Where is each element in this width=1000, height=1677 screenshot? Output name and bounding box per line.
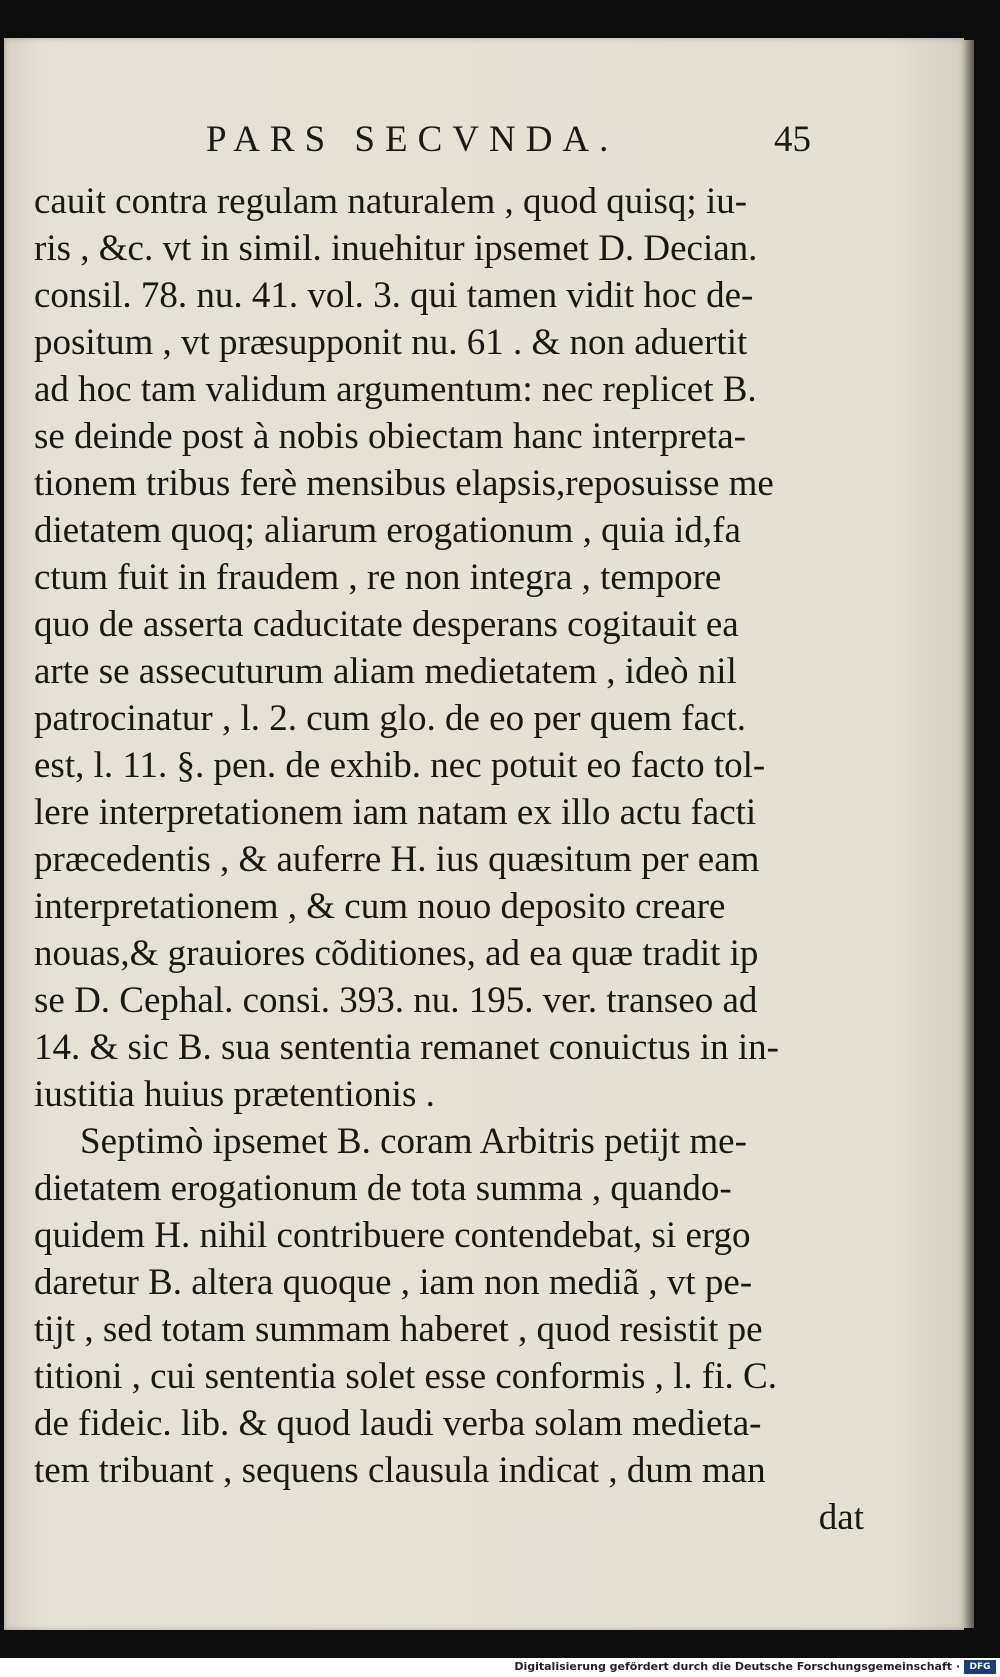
text-line: ad hoc tam validum argumentum: nec replicet B.: [34, 369, 757, 410]
text-line: patrocinatur , l. 2. cum glo. de eo per quem fact.: [34, 698, 746, 739]
text-line: ctum fuit in fraudem , re non integra , tempore: [34, 557, 722, 598]
text-line: tionem tribus ferè mensibus elapsis,reposuisse me: [34, 463, 774, 504]
paragraph-start-line: Septimò ipsemet B. coram Arbitris petijt me-: [80, 1121, 747, 1162]
text-line: quidem H. nihil contribuere contendebat, si ergo: [34, 1215, 751, 1256]
text-line: est, l. 11. §. pen. de exhib. nec potuit eo facto tol-: [34, 745, 766, 786]
text-line: 14. & sic B. sua sententia remanet conuictus in in-: [34, 1027, 779, 1068]
footer-credit: Digitalisierung gefördert durch die Deutsche Forschungsgemeinschaft ·: [514, 1660, 960, 1673]
text-line: se D. Cephal. consi. 393. nu. 195. ver. transeo ad: [34, 980, 758, 1021]
text-line: quo de asserta caducitate desperans cogitauit ea: [34, 604, 739, 645]
text-line: cauit contra regulam naturalem , quod quisq; iu-: [34, 181, 748, 222]
body-text: [34, 178, 864, 1541]
text-line: se deinde post à nobis obiectam hanc interpreta-: [34, 416, 746, 457]
text-line: positum , vt præsupponit nu. 61 . & non aduertit: [34, 322, 748, 363]
text-line: consil. 78. nu. 41. vol. 3. qui tamen vidit hoc de-: [34, 275, 754, 316]
dfg-logo: DFG: [964, 1660, 996, 1674]
text-line: tem tribuant , sequens clausula indicat , dum man: [34, 1450, 766, 1491]
page-edge-shadow: [964, 40, 974, 1628]
page-number: 45: [774, 119, 811, 160]
text-line: ris , &c. vt in simil. inuehitur ipsemet D. Decian.: [34, 228, 758, 269]
running-head-title: PARS SECVNDA.: [206, 119, 619, 160]
text-line: arte se assecuturum aliam medietatem , ideò nil: [34, 651, 737, 692]
text-line: iustitia huius prætentionis .: [34, 1074, 435, 1115]
text-line: nouas,& grauiores cõditiones, ad ea quæ tradit ip: [34, 933, 759, 974]
text-line: lere interpretationem iam natam ex illo actu facti: [34, 792, 757, 833]
book-page: [4, 38, 964, 1630]
digitization-footer: [0, 1658, 1000, 1677]
text-line: de fideic. lib. & quod laudi verba solam medieta-: [34, 1403, 762, 1444]
catchword: dat: [818, 1497, 864, 1538]
text-line: præcedentis , & auferre H. ius quæsitum per eam: [34, 839, 760, 880]
text-line: tijt , sed totam summam haberet , quod resistit pe: [34, 1309, 763, 1350]
text-line: dietatem erogationum de tota summa , quando-: [34, 1168, 732, 1209]
text-line: interpretationem , & cum nouo deposito creare: [34, 886, 726, 927]
text-line: dietatem quoq; aliarum erogationum , quia id,fa: [34, 510, 741, 551]
text-line: titioni , cui sententia solet esse conformis , l. fi. C.: [34, 1356, 777, 1397]
text-line: daretur B. altera quoque , iam non mediã , vt pe-: [34, 1262, 753, 1303]
running-head: [4, 76, 964, 160]
